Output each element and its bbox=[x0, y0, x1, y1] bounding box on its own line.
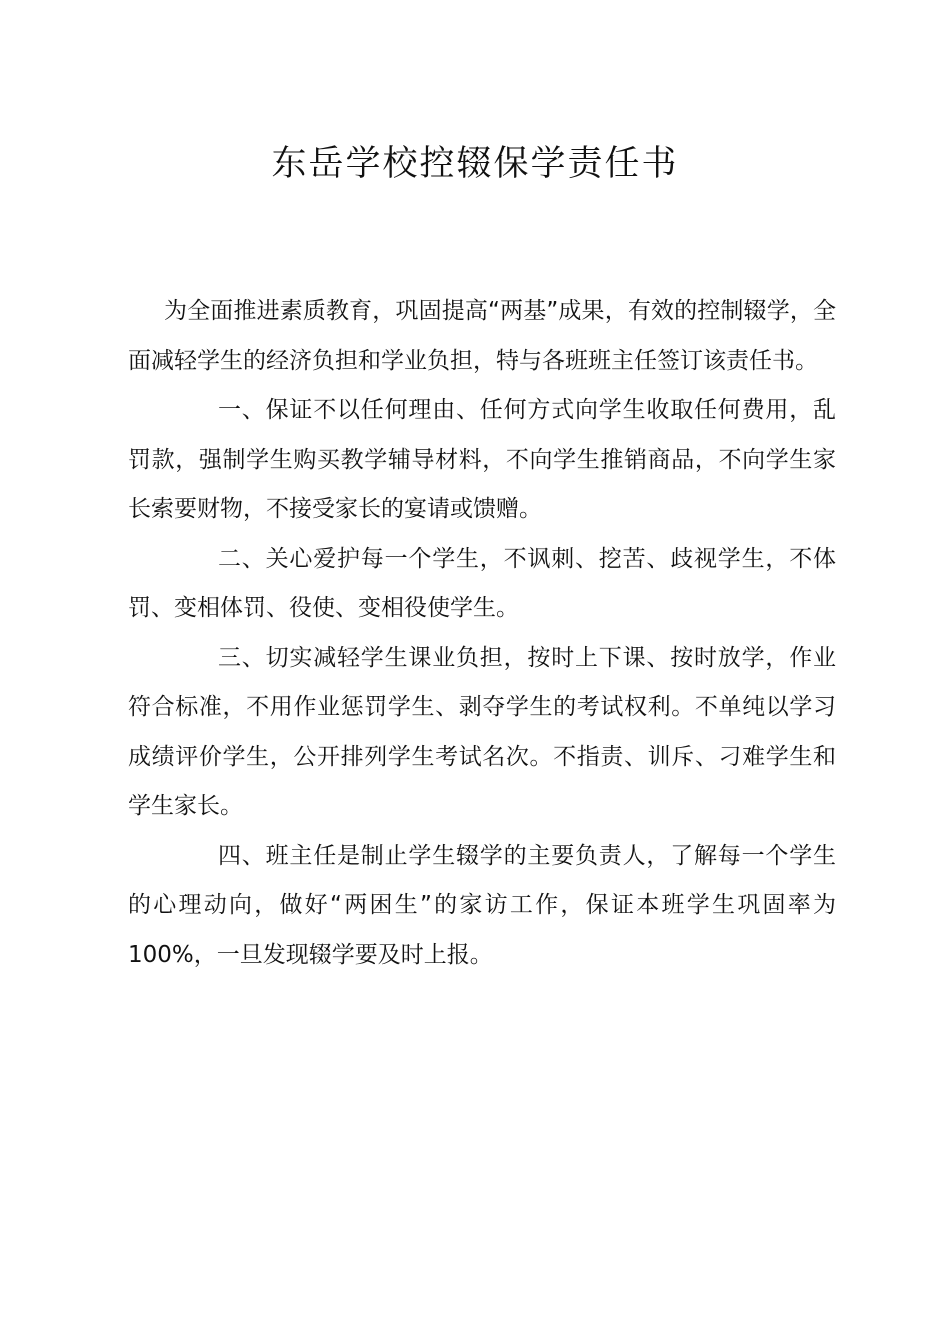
clause-2-paragraph: 二、关心爱护每一个学生，不讽刺、挖苦、歧视学生，不体罚、变相体罚、役使、变相役使学生。 bbox=[128, 545, 836, 621]
intro-paragraph: 为全面推进素质教育，巩固提高“两基”成果，有效的控制辍学，全面减轻学生的经济负担和学业负担，特与各班班主任签订该责任书。 bbox=[128, 298, 836, 374]
clause-4-paragraph: 四、班主任是制止学生辍学的主要负责人，了解每一个学生的心理动向，做好“两困生”的家访工作，保证本班学生巩固率为 100%，一旦发现辍学要及时上报。 bbox=[128, 842, 836, 968]
document-title: 东岳学校控辍保学责任书 bbox=[271, 144, 679, 184]
clause-1-paragraph: 一、保证不以任何理由、任何方式向学生收取任何费用，乱罚款，强制学生购买教学辅导材料，不向学生推销商品，不向学生家长索要财物，不接受家长的宴请或馈赠。 bbox=[128, 397, 836, 522]
clause-3-paragraph: 三、切实减轻学生课业负担，按时上下课、按时放学，作业符合标准，不用作业惩罚学生、剥夺学生的考试权利。不单纯以学习成绩评价学生，公开排列学生考试名次。不指责、训斥、刁难学生和学生家长。 bbox=[128, 644, 836, 819]
document-body bbox=[128, 287, 836, 980]
